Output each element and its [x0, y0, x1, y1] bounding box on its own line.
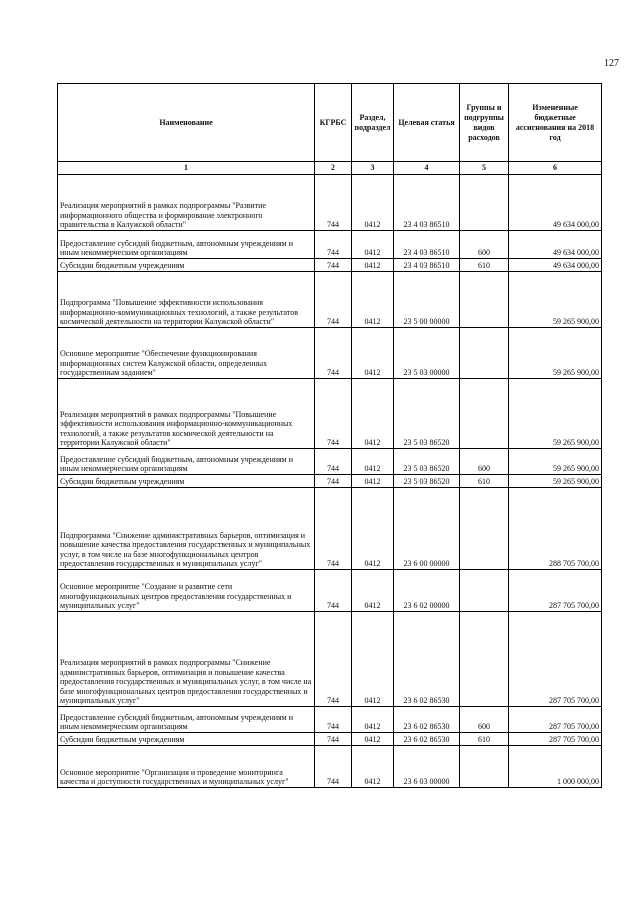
budget-allocation-table [57, 83, 602, 788]
table-row [58, 328, 602, 379]
row-name: Основное мероприятие "Организация и проведение мониторинга качества и доступности государственных и муниципальных услуг" [58, 746, 315, 788]
row-expense-type [460, 175, 509, 231]
header-expense-type: Группы и подгруппы видов расходов [460, 84, 509, 162]
header-target-article: Целевая статья [394, 84, 460, 162]
row-kgrbs: 744 [315, 570, 352, 612]
table-row [58, 746, 602, 788]
column-number: 6 [509, 162, 602, 175]
column-number: 1 [58, 162, 315, 175]
column-number: 4 [394, 162, 460, 175]
row-amount: 287 705 700,00 [509, 570, 602, 612]
row-target-article: 23 5 00 00000 [394, 272, 460, 328]
row-kgrbs: 744 [315, 379, 352, 449]
table-row [58, 475, 602, 488]
row-amount: 49 634 000,00 [509, 259, 602, 272]
row-kgrbs: 744 [315, 488, 352, 570]
table-row [58, 231, 602, 259]
row-amount: 287 705 700,00 [509, 707, 602, 733]
row-target-article: 23 6 03 00000 [394, 746, 460, 788]
row-target-article: 23 5 03 86520 [394, 379, 460, 449]
row-kgrbs: 744 [315, 707, 352, 733]
row-target-article: 23 5 03 00000 [394, 328, 460, 379]
row-expense-type: 600 [460, 449, 509, 475]
row-amount: 59 265 900,00 [509, 272, 602, 328]
row-section: 0412 [352, 570, 394, 612]
row-section: 0412 [352, 707, 394, 733]
row-section: 0412 [352, 475, 394, 488]
row-section: 0412 [352, 379, 394, 449]
row-expense-type: 610 [460, 259, 509, 272]
row-target-article: 23 4 03 86510 [394, 175, 460, 231]
row-section: 0412 [352, 612, 394, 707]
row-expense-type [460, 612, 509, 707]
table-row [58, 259, 602, 272]
row-name: Реализация мероприятий в рамках подпрограммы "Снижение административных барьеров, оптимизация и повышение качества предоставления государственных и муниципальных услуг, в том числе на базе многофункциональных центров предоставления государственных и муниципальных услуг" [58, 612, 315, 707]
table-row [58, 449, 602, 475]
row-amount: 288 705 700,00 [509, 488, 602, 570]
row-section: 0412 [352, 733, 394, 746]
row-amount: 49 634 000,00 [509, 231, 602, 259]
row-kgrbs: 744 [315, 272, 352, 328]
table-row [58, 612, 602, 707]
row-name: Предоставление субсидий бюджетным, автономным учреждениям и иным некоммерческим организациям [58, 707, 315, 733]
column-number-row [58, 162, 602, 175]
row-expense-type: 610 [460, 475, 509, 488]
row-expense-type [460, 570, 509, 612]
table-row [58, 570, 602, 612]
row-target-article: 23 5 03 86520 [394, 449, 460, 475]
row-name: Основное мероприятие "Обеспечение функционирования информационных систем Калужской области, определенных государственным заданием" [58, 328, 315, 379]
row-expense-type [460, 488, 509, 570]
row-section: 0412 [352, 449, 394, 475]
row-amount: 287 705 700,00 [509, 733, 602, 746]
row-kgrbs: 744 [315, 231, 352, 259]
row-target-article: 23 6 02 00000 [394, 570, 460, 612]
row-expense-type: 610 [460, 733, 509, 746]
row-kgrbs: 744 [315, 449, 352, 475]
row-kgrbs: 744 [315, 746, 352, 788]
row-kgrbs: 744 [315, 733, 352, 746]
row-name: Подпрограмма "Снижение административных барьеров, оптимизация и повышение качества предоставления государственных и муниципальных услуг, в том числе на базе многофункциональных центров предоставления государственных и муниципальных услуг" [58, 488, 315, 570]
header-kgrbs: КГРБС [315, 84, 352, 162]
column-number: 3 [352, 162, 394, 175]
row-target-article: 23 6 02 86530 [394, 612, 460, 707]
row-name: Подпрограмма "Повышение эффективности использования информационно-коммуникационных технологий, а также результатов космической деятельности на территории Калужской области" [58, 272, 315, 328]
row-amount: 59 265 900,00 [509, 475, 602, 488]
column-number: 2 [315, 162, 352, 175]
table-row [58, 175, 602, 231]
row-name: Субсидии бюджетным учреждениям [58, 733, 315, 746]
row-section: 0412 [352, 272, 394, 328]
row-amount: 59 265 900,00 [509, 449, 602, 475]
row-kgrbs: 744 [315, 328, 352, 379]
header-section: Раздел, подраздел [352, 84, 394, 162]
row-name: Субсидии бюджетным учреждениям [58, 475, 315, 488]
row-section: 0412 [352, 175, 394, 231]
row-expense-type: 600 [460, 231, 509, 259]
table-row [58, 733, 602, 746]
row-target-article: 23 6 02 86530 [394, 707, 460, 733]
row-target-article: 23 6 02 86530 [394, 733, 460, 746]
row-name: Субсидии бюджетным учреждениям [58, 259, 315, 272]
table-row [58, 379, 602, 449]
row-target-article: 23 6 00 00000 [394, 488, 460, 570]
table-row [58, 272, 602, 328]
row-expense-type [460, 328, 509, 379]
row-name: Предоставление субсидий бюджетным, автономным учреждениям и иным некоммерческим организациям [58, 231, 315, 259]
row-expense-type [460, 272, 509, 328]
row-name: Реализация мероприятий в рамках подпрограммы "Развитие информационного общества и формирование электронного правительства в Калужской области" [58, 175, 315, 231]
row-amount: 59 265 900,00 [509, 379, 602, 449]
table-row [58, 707, 602, 733]
row-name: Предоставление субсидий бюджетным, автономным учреждениям и иным некоммерческим организациям [58, 449, 315, 475]
column-number: 5 [460, 162, 509, 175]
table-row [58, 488, 602, 570]
row-kgrbs: 744 [315, 612, 352, 707]
page-number: 127 [604, 58, 619, 69]
row-kgrbs: 744 [315, 175, 352, 231]
header-allocation: Измененные бюджетные ассигнования на 2018 год [509, 84, 602, 162]
header-name: Наименование [58, 84, 315, 162]
row-name: Основное мероприятие "Создание и развитие сети многофункциональных центров предоставления государственных и муниципальных услуг" [58, 570, 315, 612]
row-expense-type [460, 379, 509, 449]
row-section: 0412 [352, 488, 394, 570]
row-section: 0412 [352, 231, 394, 259]
row-expense-type: 600 [460, 707, 509, 733]
row-amount: 59 265 900,00 [509, 328, 602, 379]
row-name: Реализация мероприятий в рамках подпрограммы "Повышение эффективности использования информационно-коммуникационных технологий, а также результатов космической деятельности на территории Калужской области" [58, 379, 315, 449]
row-kgrbs: 744 [315, 259, 352, 272]
row-section: 0412 [352, 746, 394, 788]
row-target-article: 23 5 03 86520 [394, 475, 460, 488]
row-target-article: 23 4 03 86510 [394, 259, 460, 272]
row-expense-type [460, 746, 509, 788]
row-amount: 287 705 700,00 [509, 612, 602, 707]
row-section: 0412 [352, 328, 394, 379]
row-amount: 1 000 000,00 [509, 746, 602, 788]
row-kgrbs: 744 [315, 475, 352, 488]
table-header-row [58, 84, 602, 162]
row-amount: 49 634 000,00 [509, 175, 602, 231]
row-target-article: 23 4 03 86510 [394, 231, 460, 259]
row-section: 0412 [352, 259, 394, 272]
